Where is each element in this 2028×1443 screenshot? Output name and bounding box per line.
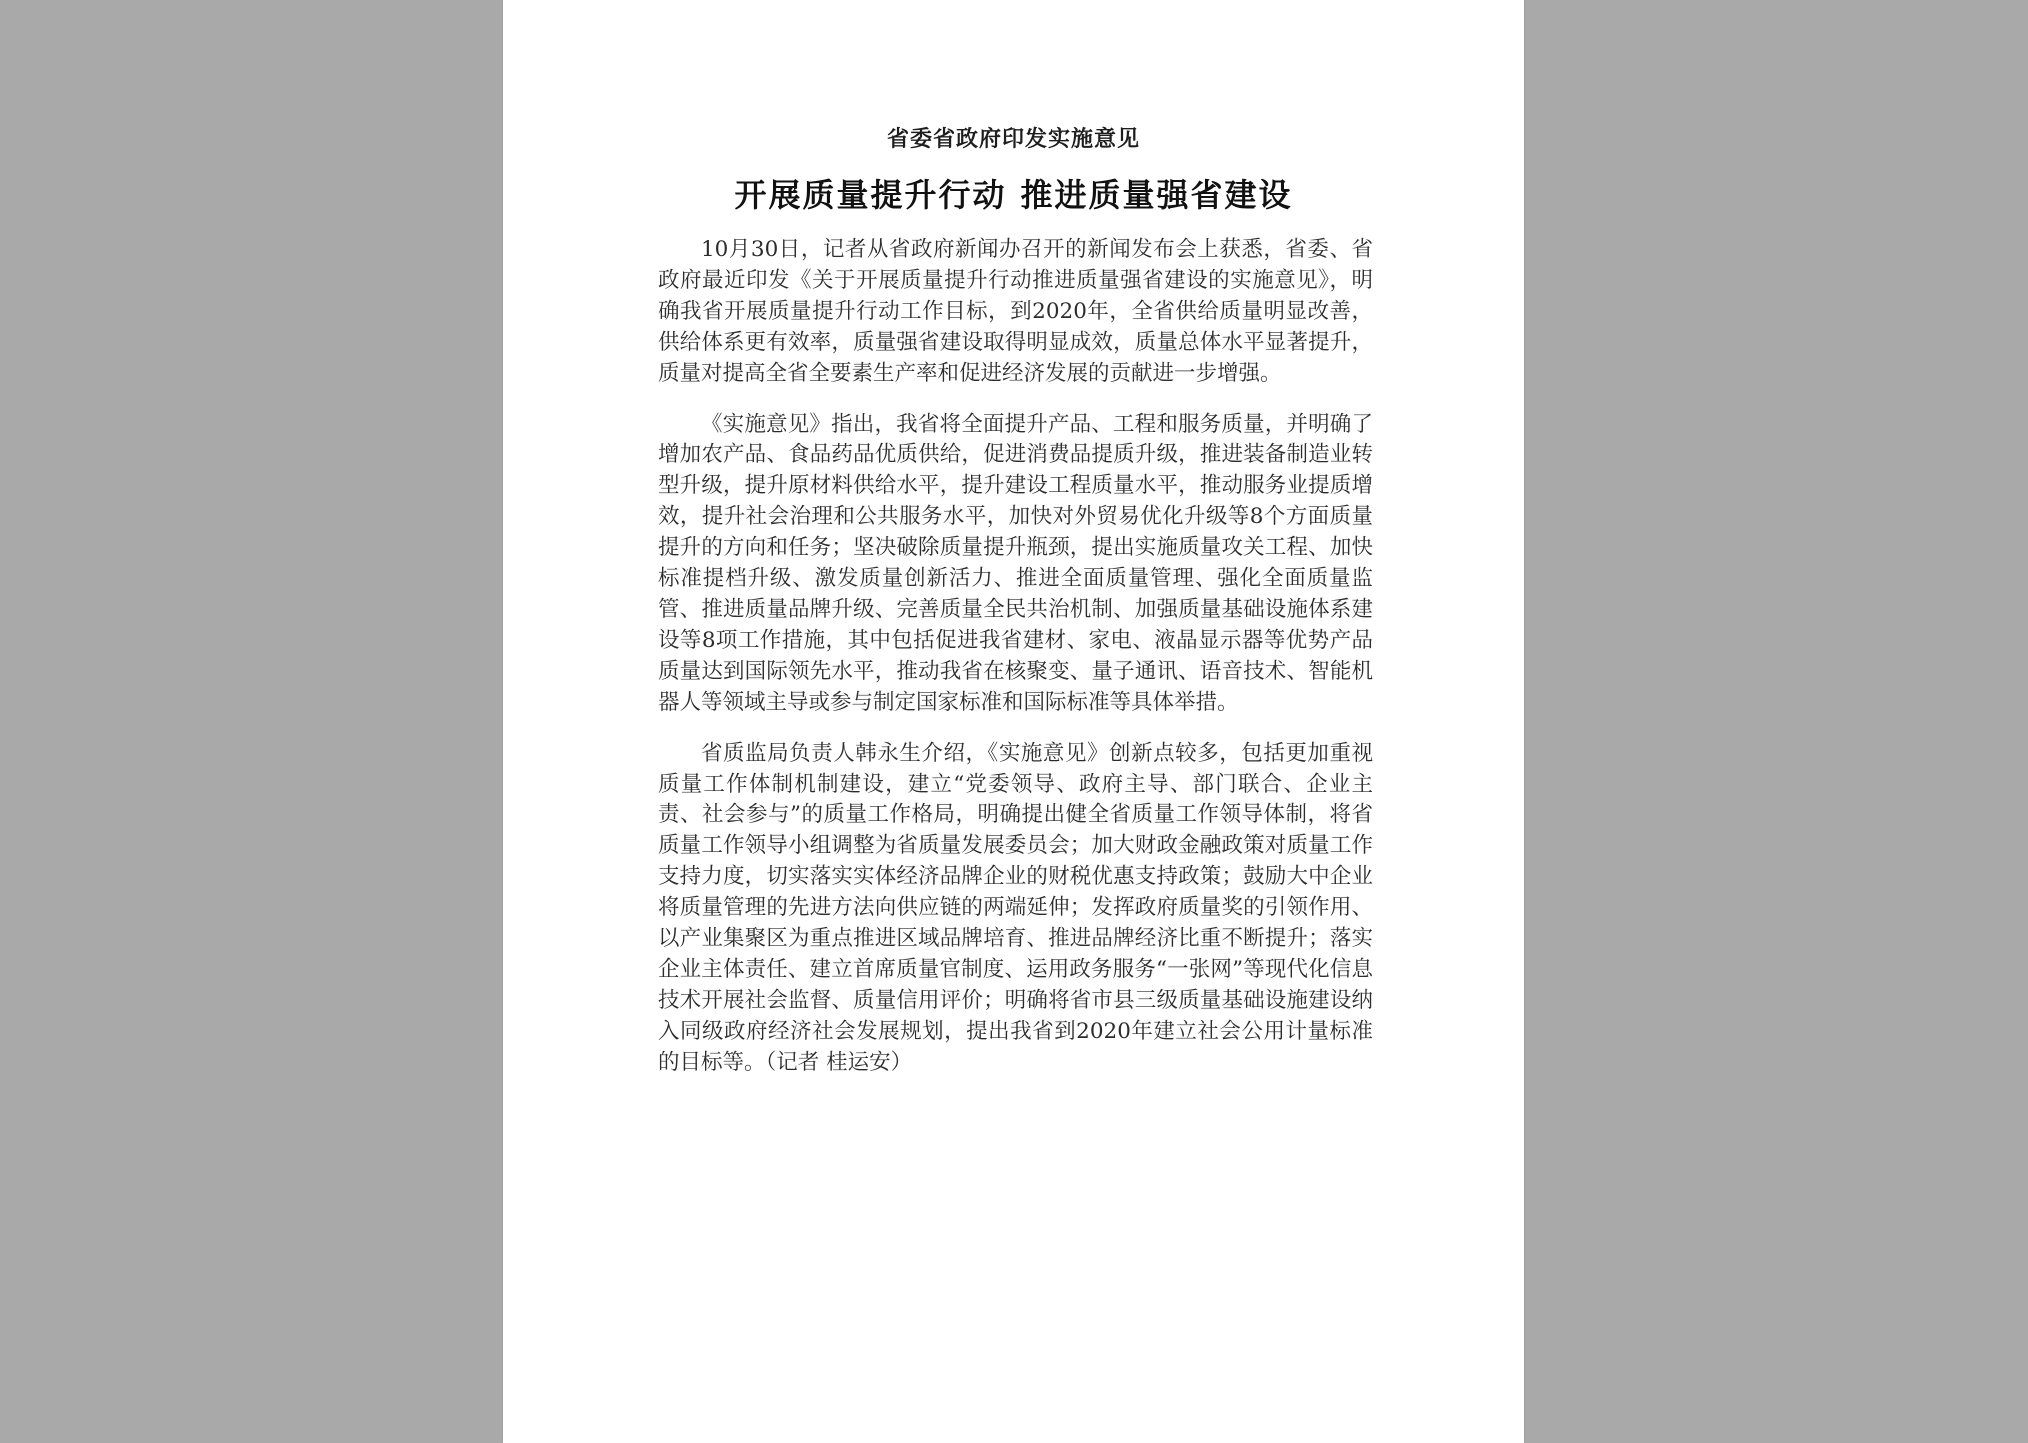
article-headline <box>503 170 1524 216</box>
article-body <box>658 235 1373 1079</box>
article-kicker: 省委省政府印发实施意见 <box>886 126 1140 152</box>
article-paragraph-2: 《实施意见》指出，我省将全面提升产品、工程和服务质量，并明确了增加农产品、食品药品优质供给，促进消费品提质升级，推进装备制造业转型升级，提升原材料供给水平，提升建设工程质量水平，推动服务业提质增效，提升社会治理和公共服务水平，加快对外贸易优化升级等8个方面质量提升的方向和任务；坚决破除质量提升瓶颈，提出实施质量攻关工程、加快标准提档升级、激发质量创新活力、推进全面质量管理、强化全面质量监管、推进质量品牌升级、完善质量全民共治机制、加强质量基础设施体系建设等8项工作措施，其中包括促进我省建材、家电、液晶显示器等优势产品质量达到国际领先水平，推动我省在核聚变、量子通讯、语音技术、智能机器人等领域主导或参与制定国家标准和国际标准等具体举措。 <box>658 411 1373 715</box>
headline-part-1: 开展质量提升行动 <box>734 176 1007 214</box>
headline-part-2: 推进质量强省建设 <box>1020 176 1293 214</box>
document-page <box>503 0 1524 1443</box>
article-paragraph-1: 10月30日，记者从省政府新闻办召开的新闻发布会上获悉，省委、省政府最近印发《关于开展质量提升行动推进质量强省建设的实施意见》，明确我省开展质量提升行动工作目标，到2020年，全省供给质量明显改善，供给体系更有效率，质量强省建设取得明显成效，质量总体水平显著提升，质量对提高全省全要素生产率和促进经济发展的贡献进一步增强。 <box>658 237 1373 386</box>
article-paragraph-3: 省质监局负责人韩永生介绍，《实施意见》创新点较多，包括更加重视质量工作体制机制建设，建立“党委领导、政府主导、部门联合、企业主责、社会参与”的质量工作格局，明确提出健全省质量工作领导体制，将省质量工作领导小组调整为省质量发展委员会；加大财政金融政策对质量工作支持力度，切实落实实体经济品牌企业的财税优惠支持政策；鼓励大中企业将质量管理的先进方法向供应链的两端延伸；发挥政府质量奖的引领作用、以产业集聚区为重点推进区域品牌培育、推进品牌经济比重不断提升；落实企业主体责任、建立首席质量官制度、运用政务服务“一张网”等现代化信息技术开展社会监督、质量信用评价；明确将省市县三级质量基础设施建设纳入同级政府经济社会发展规划，提出我省到2020年建立社会公用计量标准的目标等。（记者 桂运安） <box>658 740 1373 1075</box>
